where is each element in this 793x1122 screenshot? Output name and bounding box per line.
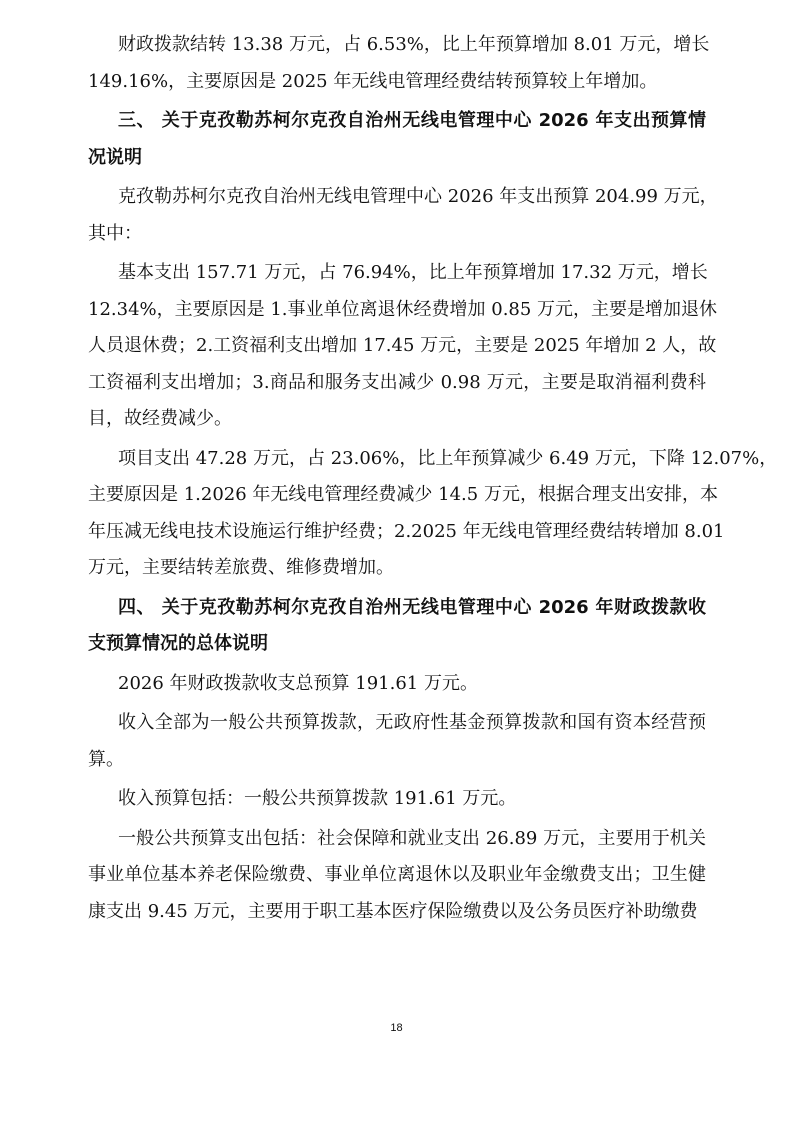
paragraph	[88, 27, 710, 100]
text-line: 事业单位基本养老保险缴费、事业单位离退休以及职业年金缴费支出；卫生健	[88, 864, 706, 885]
paragraph	[88, 441, 778, 587]
text-line: 2026 年财政拨款收支总预算 191.61 万元。	[118, 672, 478, 694]
section-heading	[88, 590, 706, 663]
paragraph	[88, 666, 706, 703]
text-line: 康支出 9.45 万元，主要用于职工基本医疗保险缴费以及公务员医疗补助缴费	[88, 900, 698, 922]
text-line: 况说明	[88, 146, 142, 168]
section-heading	[88, 103, 706, 176]
text-line: 12.34%，主要原因是 1.事业单位离退休经费增加 0.85 万元，主要是增加退休	[88, 298, 718, 320]
text-line: 克孜勒苏柯尔克孜自治州无线电管理中心 2026 年支出预算 204.99 万元，	[118, 186, 718, 207]
paragraph	[88, 179, 718, 252]
text-line: 四、 关于克孜勒苏柯尔克孜自治州无线电管理中心 2026 年财政拨款收	[118, 596, 706, 618]
document-body	[88, 27, 778, 933]
text-line: 149.16%，主要原因是 2025 年无线电管理经费结转预算较上年增加。	[88, 70, 658, 92]
paragraph	[88, 705, 706, 778]
text-line: 三、 关于克孜勒苏柯尔克孜自治州无线电管理中心 2026 年支出预算情	[118, 110, 706, 131]
text-line: 收入预算包括：一般公共预算拨款 191.61 万元。	[118, 788, 517, 809]
text-line: 算。	[88, 748, 124, 770]
text-line: 人员退休费；2.工资福利支出增加 17.45 万元，主要是 2025 年增加 2 人，故	[88, 335, 717, 356]
text-line: 财政拨款结转 13.38 万元，占 6.53%，比上年预算增加 8.01 万元，增长	[118, 34, 710, 55]
text-line: 收入全部为一般公共预算拨款，无政府性基金预算拨款和国有资本经营预	[118, 712, 706, 733]
text-line: 年压减无线电技术设施运行维护经费；2.2025 年无线电管理经费结转增加 8.01	[88, 520, 725, 542]
page-number: 18	[390, 1022, 403, 1034]
text-line: 主要原因是 1.2026 年无线电管理经费减少 14.5 万元，根据合理支出安排，本	[88, 484, 718, 505]
paragraph	[88, 255, 718, 438]
text-line: 项目支出 47.28 万元，占 23.06%，比上年预算减少 6.49 万元，下降 12.07%，	[118, 447, 778, 469]
text-line: 支预算情况的总体说明	[88, 633, 268, 654]
text-line: 工资福利支出增加；3.商品和服务支出减少 0.98 万元，主要是取消福利费科	[88, 371, 706, 393]
text-line: 万元，主要结转差旅费、维修费增加。	[88, 557, 394, 578]
text-line: 基本支出 157.71 万元，占 76.94%，比上年预算增加 17.32 万元，增长	[118, 262, 708, 283]
text-line: 一般公共预算支出包括：社会保障和就业支出 26.89 万元，主要用于机关	[118, 827, 706, 849]
paragraph	[88, 821, 706, 931]
paragraph	[88, 781, 706, 818]
text-line: 目，故经费减少。	[88, 408, 232, 429]
text-line: 其中：	[88, 222, 142, 244]
